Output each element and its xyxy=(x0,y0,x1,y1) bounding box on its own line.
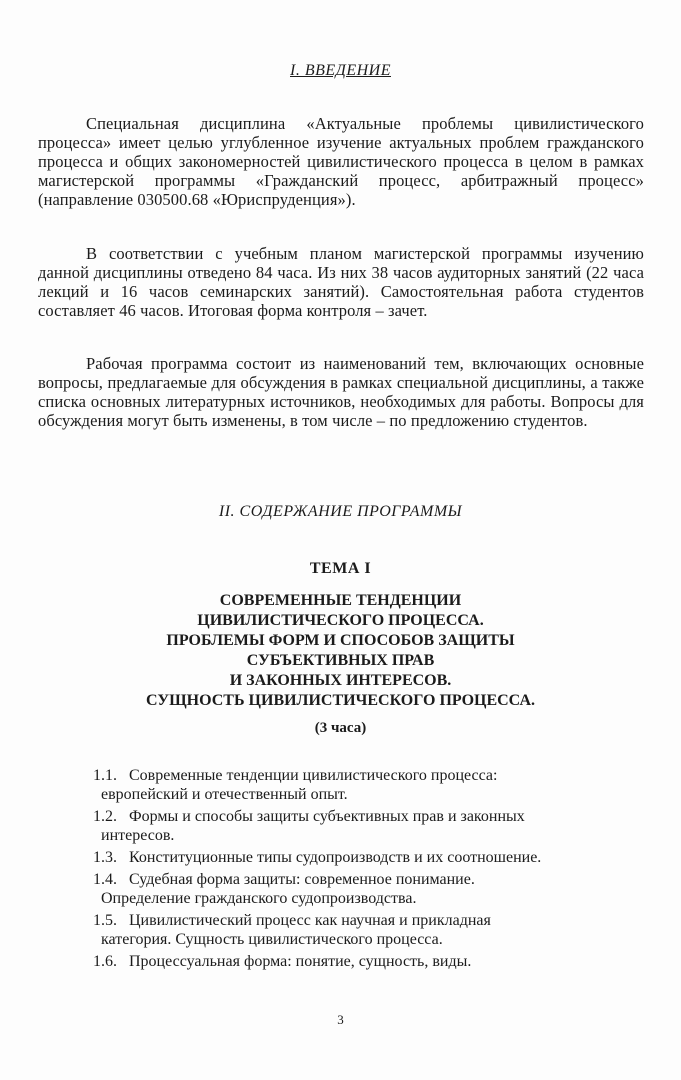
topic-number: 1.6. xyxy=(93,953,117,970)
theme-label: ТЕМА I xyxy=(309,560,372,577)
topic-text-continued: категория. Сущность цивилистического процесса. xyxy=(101,931,443,948)
topic-item xyxy=(93,911,644,949)
theme-title xyxy=(0,591,681,711)
theme-title-line: СУЩНОСТЬ ЦИВИЛИСТИЧЕСКОГО ПРОЦЕССА. xyxy=(146,692,535,709)
topic-text: Современные тенденции цивилистического процесса: xyxy=(129,767,498,784)
page-number: 3 xyxy=(337,1012,344,1027)
theme-title-line: ЦИВИЛИСТИЧЕСКОГО ПРОЦЕССА. xyxy=(197,612,484,629)
topic-text: Судебная форма защиты: современное понимание. xyxy=(129,871,475,888)
topic-number: 1.1. xyxy=(93,767,117,784)
paragraph-intro-3: Рабочая программа состоит из наименований тем, включающих основные вопросы, предлагаемые для обсуждения в рамках специальной дисциплины, а также списка основных литературных источников, необходимых для работы. Вопросы для обсуждения могут быть изменены, в том числе – по предложению студентов. xyxy=(38,354,644,430)
topic-number: 1.4. xyxy=(93,871,117,888)
topic-text-continued: Определение гражданского судопроизводства. xyxy=(101,890,417,907)
topic-item xyxy=(93,807,644,845)
topic-text-continued: интересов. xyxy=(101,827,175,844)
theme-hours: (3 часа) xyxy=(314,720,367,736)
topic-item xyxy=(93,870,644,908)
topic-item xyxy=(93,848,644,867)
topic-number: 1.3. xyxy=(93,849,117,866)
topic-text: Формы и способы защиты субъективных прав и законных xyxy=(129,808,525,825)
theme-title-line: И ЗАКОННЫХ ИНТЕРЕСОВ. xyxy=(229,672,452,689)
section-heading-program-content: II. СОДЕРЖАНИЕ ПРОГРАММЫ xyxy=(218,503,463,520)
topic-number: 1.5. xyxy=(93,912,117,929)
section-heading-introduction: I. ВВЕДЕНИЕ xyxy=(290,62,391,79)
theme-title-line: СУБЪЕКТИВНЫХ ПРАВ xyxy=(246,652,435,669)
paragraph-intro-1: Специальная дисциплина «Актуальные проблемы цивилистического процесса» имеет целью углубленное изучение актуальных проблем гражданского процесса и общих закономерностей цивилистического процесса в целом в рамках магистерской программы «Гражданский процесс, арбитражный процесс» (направление 030500.68 «Юриспруденция»). xyxy=(38,114,644,209)
topic-item xyxy=(93,766,644,804)
theme-title-line: ПРОБЛЕМЫ ФОРМ И СПОСОБОВ ЗАЩИТЫ xyxy=(166,632,515,649)
topic-list xyxy=(93,766,644,974)
topic-text: Процессуальная форма: понятие, сущность, виды. xyxy=(129,953,472,970)
theme-title-line: СОВРЕМЕННЫЕ ТЕНДЕНЦИИ xyxy=(219,592,462,609)
topic-text: Конституционные типы судопроизводств и их соотношение. xyxy=(129,849,542,866)
topic-item xyxy=(93,952,644,971)
paragraph-intro-2: В соответствии с учебным планом магистерской программы изучению данной дисциплины отведено 84 часа. Из них 38 часов аудиторных занятий (22 часа лекций и 16 часов семинарских занятий). Самостоятельная работа студентов составляет 46 часов. Итоговая форма контроля – зачет. xyxy=(38,244,644,320)
topic-text-continued: европейский и отечественный опыт. xyxy=(101,786,348,803)
topic-number: 1.2. xyxy=(93,808,117,825)
topic-text: Цивилистический процесс как научная и прикладная xyxy=(129,912,491,929)
